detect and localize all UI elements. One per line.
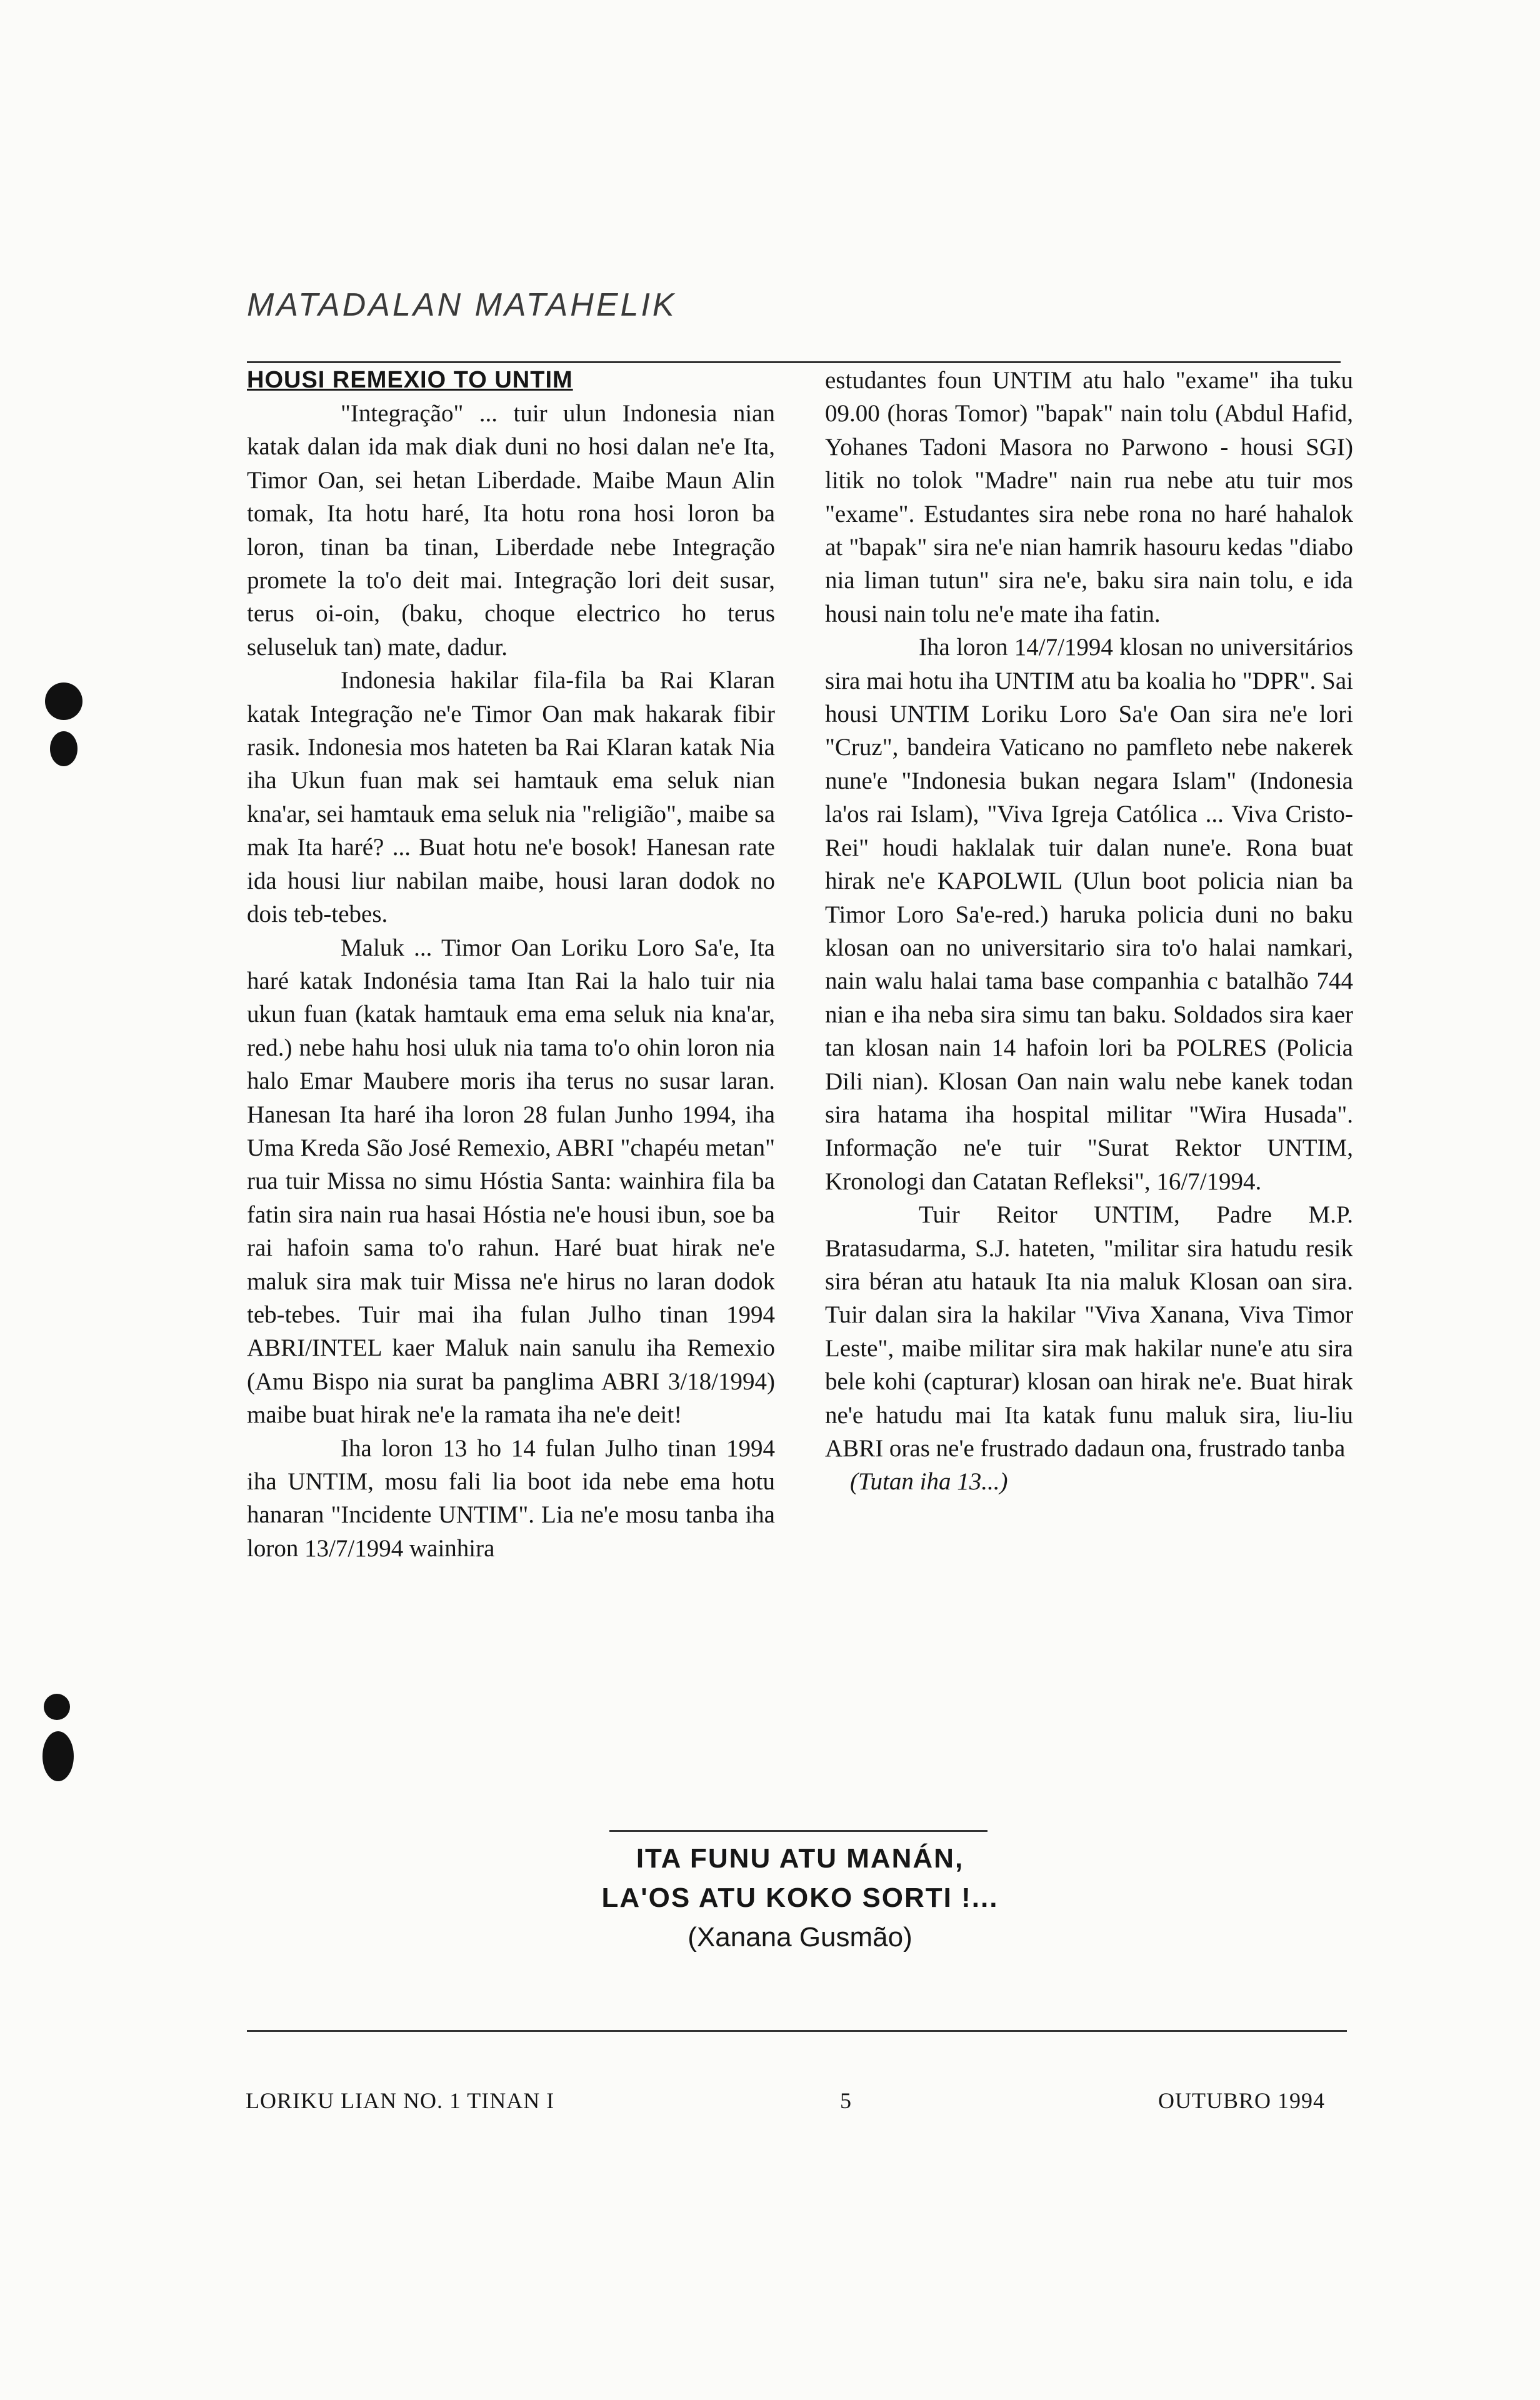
article-paragraph: Maluk ... Timor Oan Loriku Loro Sa'e, Ita haré katak Indonésia tama Itan Rai la halo tuir nia ukun fuan (katak hamtauk ema ema seluk nia kna'ar, red.) nebe hahu hosi uluk nia tama to'o ohin loron nia halo Emar Maubere moris iha terus no susar laran. Hanesan Ita haré iha loron 28 fulan Junho 1994, iha Uma Kreda São José Remexio, ABRI "chapéu metan" rua tuir Missa no simu Hóstia Santa: wainhira fila ba fatin sira nain rua hasai Hóstia ne'e housi ibun, soe ba rai hafoin sama to'o rahun. Haré buat hirak ne'e maluk sira mak tuir Missa ne'e hirus no laran dodok teb-tebes. Tuir mai iha fulan Julho tinan 1994 ABRI/INTEL kaer Maluk nain sanulu iha Remexio (Amu Bispo nia surat ba panglima ABRI 3/18/1994) maibe buat hirak ne'e la ramata iha ne'e deit!	[247, 934, 775, 1429]
footer-issue: LORIKU LIAN NO. 1 TINAN I	[246, 2088, 555, 2113]
pull-quote	[562, 1839, 1038, 1957]
article-paragraph: "Integração" ... tuir ulun Indonesia nian katak dalan ida mak diak duni no hosi dalan ne'e Ita, Timor Oan, sei hetan Liberdade. Maibe Maun Alin tomak, Ita hotu haré, Ita hotu rona hosi loron ba loron, tinan ba tinan, Liberdade nebe Integração promete la to'o deit mai. Integração lori deit susar, terus oi-oin, (baku, choque electrico ho terus seluseluk tan) mate, dadur.	[247, 400, 775, 661]
footer-divider	[247, 2030, 1347, 2032]
binding-hole-mark	[45, 682, 82, 720]
article-paragraph: estudantes foun UNTIM atu halo "exame" iha tuku 09.00 (horas Tomor) "bapak" nain tolu (Abdul Hafid, Yohanes Tadoni Masora no Parwono - housi SGI) litik no tolok "Madre" nain rua nebe atu tuir mos "exame". Estudantes sira nebe rona no haré hahalok at "bapak" sira ne'e nian hamrik hasouru kedas "diabo nia liman tutun" sira ne'e, baku sira nain tolu, e ida housi nain tolu ne'e mate iha fatin.	[825, 367, 1353, 628]
binding-hole-mark	[42, 1731, 74, 1781]
quote-line: LA'OS ATU KOKO SORTI !...	[601, 1882, 999, 1913]
article-paragraph: Indonesia hakilar fila-fila ba Rai Klaran katak Integração ne'e Timor Oan mak hakarak fibir rasik. Indonesia mos hateten ba Rai Klaran katak Nia iha Ukun fuan mak sei hamtauk ema seluk nian kna'ar, sei hamtauk ema seluk nia "religião", maibe sa mak Ita haré? ... Buat hotu ne'e bosok! Hanesan rate ida housi liur nabilan maibe, housi laran dodok no dois teb-tebes.	[247, 667, 775, 928]
article-left-column	[247, 364, 775, 1565]
binding-hole-mark	[50, 731, 78, 766]
article-paragraph: Tuir Reitor UNTIM, Padre M.P. Bratasudarma, S.J. hateten, "militar sira hatudu resik sira béran atu hatauk Ita nia maluk Klosan oan sira. Tuir dalan sira la hakilar "Viva Xanana, Viva Timor Leste", maibe militar sira mak hakilar nune'e atu sira bele kohi (capturar) klosan oan hirak ne'e. Buat hirak ne'e hatudu mai Ita katak funu maluk sira, liu-liu ABRI oras ne'e frustrado dadaun ona, frustrado tanba	[825, 1201, 1353, 1462]
quote-divider	[609, 1830, 988, 1832]
binding-hole-mark	[44, 1694, 70, 1720]
quote-author: (Xanana Gusmão)	[688, 1922, 912, 1952]
quote-line: ITA FUNU ATU MANÁN,	[636, 1843, 964, 1874]
page-number: 5	[840, 2088, 852, 2113]
article-heading: HOUSI REMEXIO TO UNTIM	[247, 367, 573, 393]
article-paragraph: Iha loron 13 ho 14 fulan Julho tinan 1994 iha UNTIM, mosu fali lia boot ida nebe ema hotu hanaran "Incidente UNTIM". Lia ne'e mosu tanba iha loron 13/7/1994 wainhira	[247, 1434, 775, 1562]
article-right-column	[825, 364, 1353, 1499]
article-paragraph: Iha loron 14/7/1994 klosan no universitários sira mai hotu iha UNTIM atu ba koalia ho "DPR". Sai housi UNTIM Loriku Loro Sa'e Oan sira ne'e lori "Cruz", bandeira Vaticano no pamfleto nebe nakerek nune'e "Indonesia bukan negara Islam" (Indonesia la'os rai Islam), "Viva Igreja Católica ... Viva Cristo-Rei" houdi haklalak tuir dalan nune'e. Rona buat hirak ne'e KAPOLWIL (Ulun boot policia nian ba Timor Loro Sa'e-red.) haruka policia duni no baku klosan oan no universitario sira to'o halai namkari, nain walu halai tama base companhia c batalhão 744 nian e iha neba sira simu tan baku. Soldados sira kaer tan klosan nain 14 hafoin lori ba POLRES (Policia Dili nian). Klosan Oan nain walu nebe kanek todan sira hatama iha hospital militar "Wira Husada". Informação ne'e tuir "Surat Rektor UNTIM, Kronologi dan Catatan Refleksi", 16/7/1994.	[825, 634, 1353, 1195]
footer-date: OUTUBRO 1994	[1158, 2088, 1326, 2113]
header-divider	[247, 361, 1341, 363]
publication-header: MATADALAN MATAHELIK	[247, 287, 677, 323]
continued-note: (Tutan iha 13...)	[850, 1468, 1008, 1496]
